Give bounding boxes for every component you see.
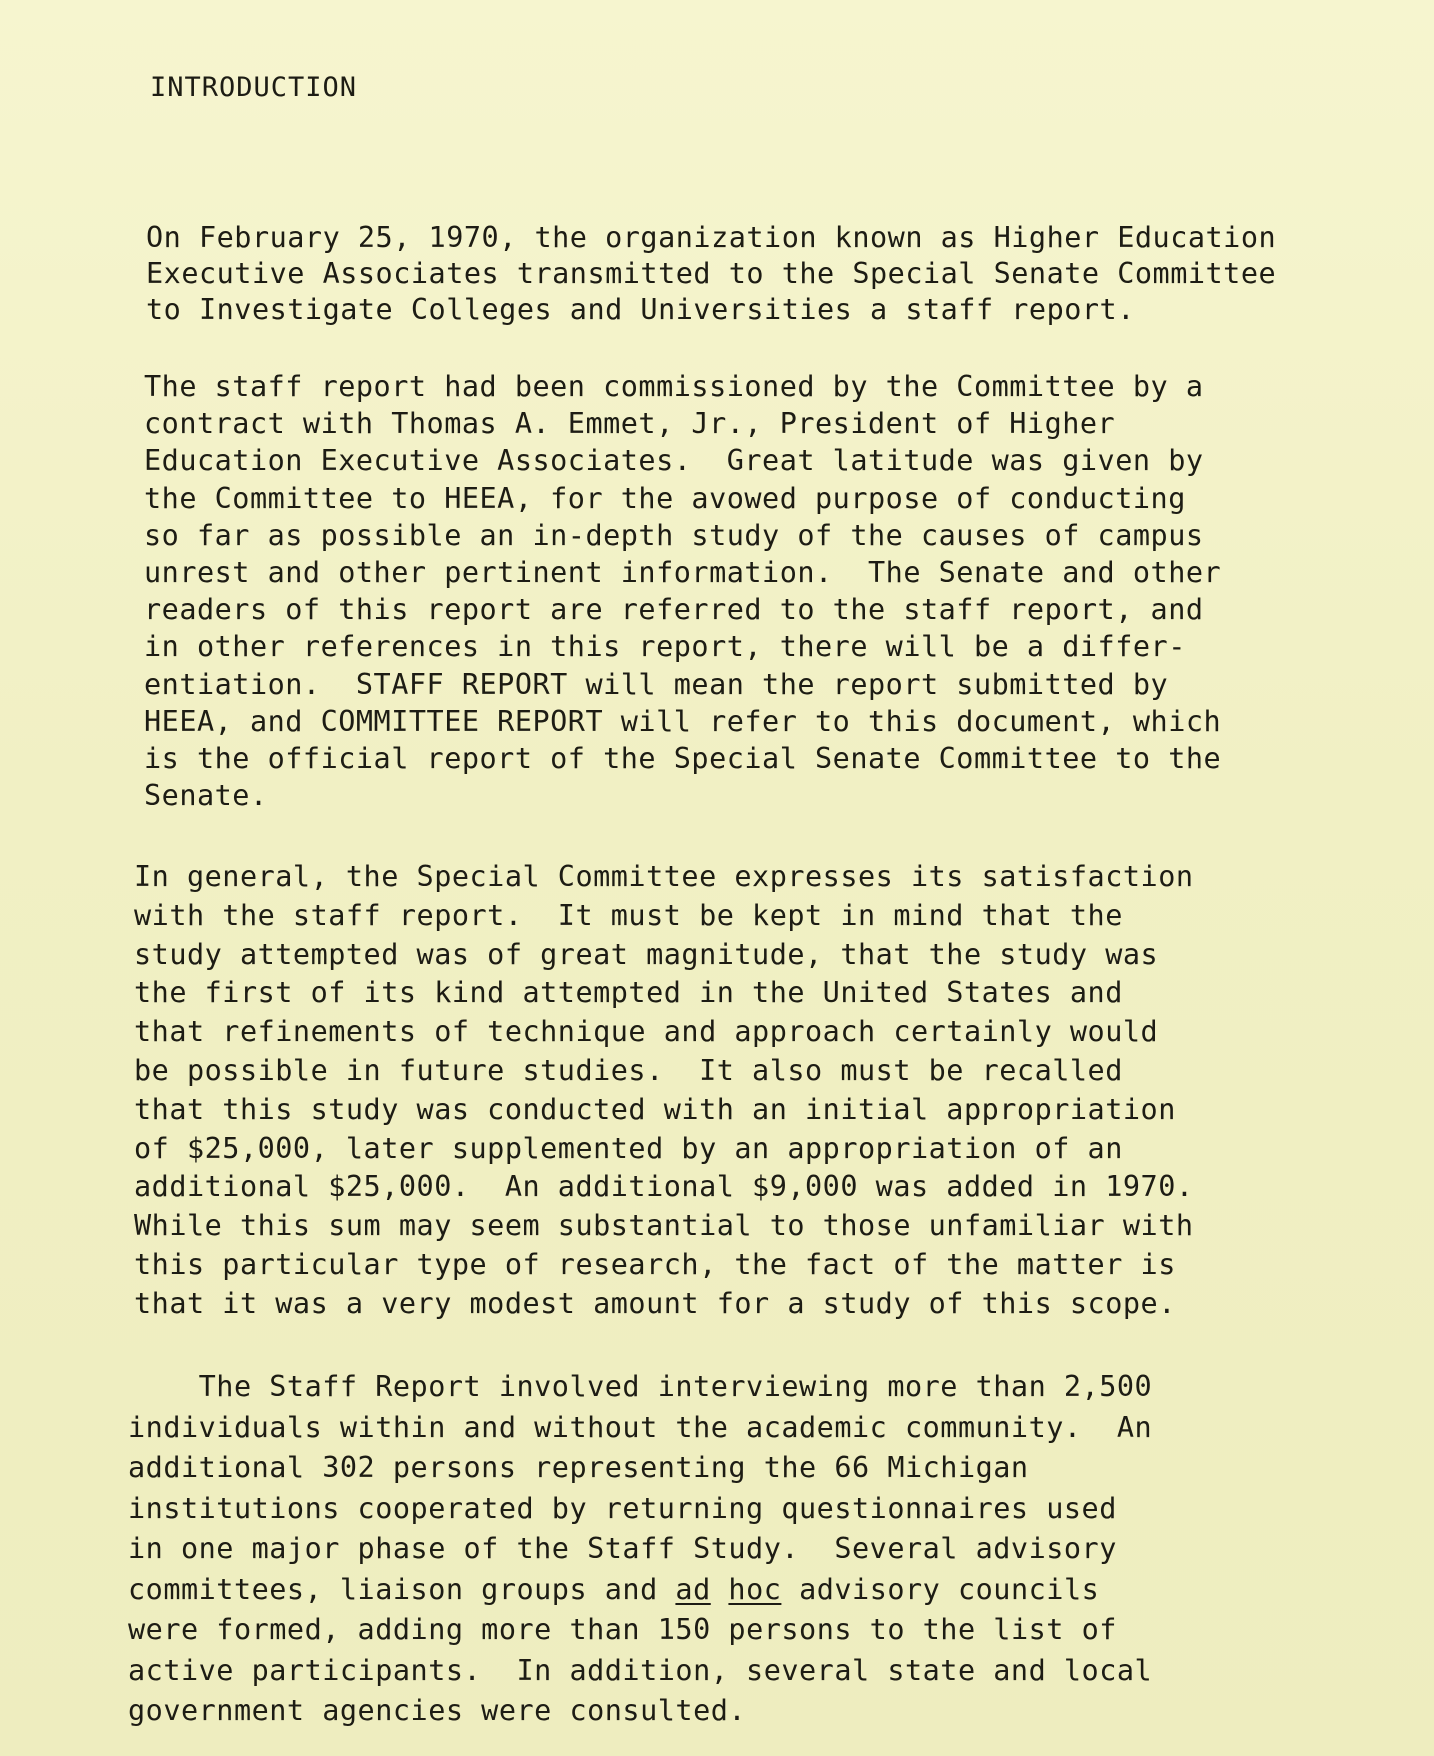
text-line: individuals within and without the academic community. An bbox=[128, 1410, 1153, 1444]
text-segment: persons to the list of bbox=[710, 1613, 1117, 1646]
text-segment: advisory councils bbox=[781, 1572, 1100, 1606]
section-heading: INTRODUCTION bbox=[150, 72, 358, 103]
text-line: is the official report of the Special Senate Committee to the bbox=[144, 742, 1222, 776]
underlined-term-hoc: hoc bbox=[728, 1572, 782, 1606]
text-line: of $25,000, later supplemented by an appropriation of an bbox=[134, 1131, 1123, 1165]
text-line: that refinements of technique and approach certainly would bbox=[134, 1015, 1159, 1049]
paragraph-1 bbox=[146, 220, 1276, 328]
text-line: with the staff report. It must be kept in mind that the bbox=[134, 898, 1123, 932]
text-line: The Staff Report involved interviewing more than 2,500 bbox=[128, 1370, 1153, 1403]
paragraph-2 bbox=[144, 368, 1221, 814]
text-line-with-overline bbox=[128, 1610, 1152, 1651]
text-line: The staff report had been commissioned by the Committee by a bbox=[144, 370, 1204, 403]
text-line: contract with Thomas A. Emmet, Jr., President of Higher bbox=[144, 407, 1116, 441]
text-line: so far as possible an in-depth study of the causes of campus bbox=[144, 518, 1204, 552]
text-line: government agencies were consulted. bbox=[128, 1694, 747, 1727]
paragraph-3 bbox=[134, 858, 1194, 1324]
text-line: in other references in this report, there will be a differ- bbox=[144, 630, 1186, 664]
text-line: In general, the Special Committee expresses its satisfaction bbox=[134, 860, 1194, 893]
text-line: that this study was conducted with an initial appropriation bbox=[134, 1092, 1176, 1126]
text-line: that it was a very modest amount for a study of this scope. bbox=[134, 1286, 1176, 1320]
text-line-with-underline bbox=[128, 1570, 1152, 1611]
text-line: in one major phase of the Staff Study. Several advisory bbox=[128, 1532, 1117, 1565]
text-line: readers of this report are referred to the staff report, and bbox=[144, 593, 1204, 627]
text-line: HEEA, and COMMITTEE REPORT will refer to this document, which bbox=[144, 704, 1222, 738]
text-segment: were formed, adding more than bbox=[128, 1613, 658, 1646]
text-line: unrest and other pertinent information. The Senate and other bbox=[144, 556, 1222, 590]
paragraph-4 bbox=[128, 1367, 1152, 1732]
text-line: additional 302 persons representing the 66 Michigan bbox=[128, 1451, 1029, 1484]
underlined-term-ad: ad bbox=[675, 1572, 711, 1606]
text-line: the first of its kind attempted in the United States and bbox=[134, 976, 1123, 1010]
text-line: study attempted was of great magnitude, that the study was bbox=[134, 937, 1159, 971]
text-line: this particular type of research, the fact of the matter is bbox=[134, 1247, 1176, 1281]
text-line: On February 25, 1970, the organization known as Higher Education bbox=[146, 221, 1277, 254]
text-line: be possible in future studies. It also must be recalled bbox=[134, 1053, 1123, 1087]
text-line: to Investigate Colleges and Universities a staff report. bbox=[146, 293, 1135, 326]
text-line: the Committee to HEEA, for the avowed purpose of conducting bbox=[144, 481, 1186, 515]
text-line: active participants. In addition, several state and local bbox=[128, 1653, 1153, 1687]
text-line: Executive Associates transmitted to the Special Senate Committee bbox=[146, 257, 1277, 290]
text-line: additional $25,000. An additional $9,000 was added in 1970. bbox=[134, 1170, 1194, 1204]
text-segment: committees, liaison groups and bbox=[128, 1572, 676, 1606]
text-segment bbox=[711, 1573, 729, 1606]
text-line: Senate. bbox=[144, 779, 268, 813]
marked-number: 150 bbox=[657, 1613, 711, 1646]
text-line: entiation. STAFF REPORT will mean the report submitted by bbox=[144, 667, 1169, 701]
text-line: Education Executive Associates. Great latitude was given by bbox=[144, 444, 1204, 478]
text-line: While this sum may seem substantial to those unfamiliar with bbox=[134, 1209, 1194, 1243]
text-line: institutions cooperated by returning questionnaires used bbox=[128, 1491, 1117, 1525]
